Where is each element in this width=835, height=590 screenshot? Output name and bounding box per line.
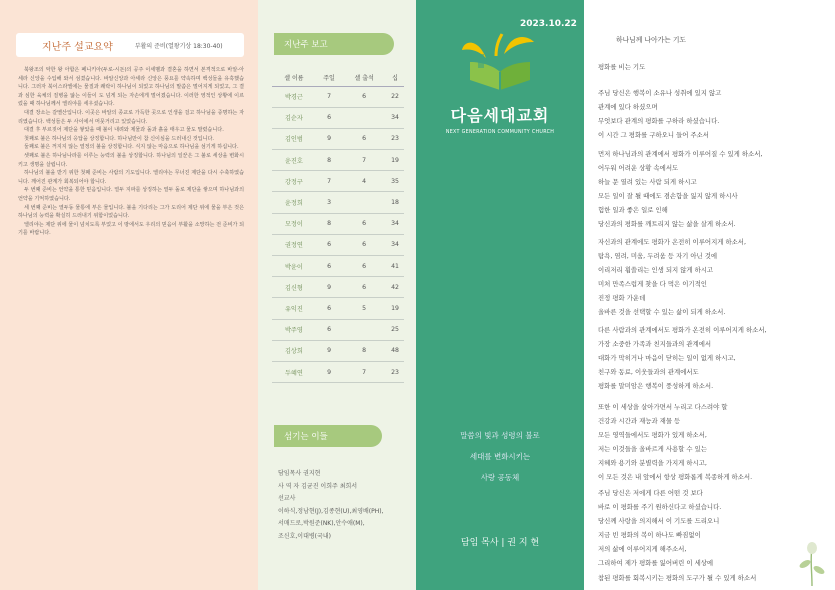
table-row	[272, 171, 404, 192]
prayer-stanza	[598, 147, 830, 232]
table-row	[272, 298, 404, 319]
prayer-stanza	[598, 235, 830, 320]
prayer-line: 평화를 말미암은 행복이 풍성하게 하소서.	[598, 382, 714, 391]
prayer-panel	[584, 0, 835, 590]
prayer-line: 대화가 막히거나 마음이 닫히는 일이 없게 하시고,	[598, 354, 736, 363]
table-cell: 3	[316, 192, 342, 213]
prayer-line: 험한 일과 좋은 일로 인해	[598, 206, 668, 215]
table-row	[272, 319, 404, 340]
sermon-header	[16, 33, 244, 57]
attendance-body	[272, 86, 404, 383]
prayer-line: 이 모든 것은 내 앞에서 항상 평화롭게 복종하게 하소서.	[598, 473, 753, 482]
prayer-line: 이리저리 휩쓸리는 인생 되지 않게 하시고	[598, 266, 714, 275]
table-cell: 8	[316, 150, 342, 171]
sermon-paragraph: 대결 후 부르짖어 제단을 쌓았을 때 불이 내려와 제물과 돌과 흙을 태우고 물도 말렸습니다.	[24, 127, 224, 134]
prayer-line: 주님 당신은 저에게 다른 어떤 것 보다	[598, 489, 703, 497]
list-item: 사 역 자 김균진 이희주 최희서	[278, 482, 358, 490]
cell-name: 박윤이	[272, 256, 316, 277]
table-cell: 6	[342, 213, 386, 234]
motto-line: 세대를 변화시키는	[469, 452, 531, 461]
table-cell: 6	[316, 256, 342, 277]
cell-name: 김순자	[272, 107, 316, 128]
table-row	[272, 234, 404, 255]
table-cell: 7	[342, 361, 386, 382]
list-item: 선교사	[278, 495, 296, 502]
prayer-line: 당신과의 평화를 깨트리지 않는 삶을 살게 하소서.	[598, 220, 736, 229]
sermon-paragraph: 엘리야는 제단 위에 물이 넘치도록 부었고 이 땅에서도 우리의 믿음이 부활을 소망하는 전 준비가 되기를 바랍니다.	[18, 221, 244, 237]
attendance-panel	[258, 0, 416, 590]
table-cell	[342, 192, 386, 213]
prayer-line: 당신께 사랑을 의지해서 이 기도를 드리오니	[598, 517, 720, 526]
table-cell: 9	[316, 361, 342, 382]
cell-name: 윤진호	[272, 150, 316, 171]
prayer-line: 저의 삶에 이루어지게 해주소서,	[598, 545, 687, 554]
table-row	[272, 150, 404, 171]
sermon-paragraph: 첫째로 불은 하나님의 응답을 상징합니다. 하나님만이 참 신이심을 드러내신 것입니다.	[24, 135, 215, 142]
sermon-paragraph: 두 번째 준비는 언약을 통한 믿음입니다. 열두 지파를 상징하는 열두 돌로 제단을 쌓으며 하나님과의 언약을 기억하였습니다.	[18, 187, 244, 202]
prayer-line: 그리하여 제가 평화를 잃어버린 이 세상에	[598, 559, 714, 568]
table-row	[272, 340, 404, 361]
attendance-column-header: 셀 이름	[272, 70, 316, 86]
table-cell: 6	[342, 234, 386, 255]
cell-name: 윤정희	[272, 192, 316, 213]
table-cell: 6	[342, 128, 386, 149]
church-logo-icon	[456, 28, 544, 100]
bulletin-date: 2023.10.22	[520, 19, 577, 29]
prayer-line: 참된 평화를 회복시키는 평화의 도구가 될 수 있게 하소서	[598, 573, 757, 582]
attendance-header-row	[272, 70, 404, 86]
prayer-line: 미처 만족스럽게 찾을 다 먹은 이기적인	[598, 280, 707, 289]
sermon-paragraph: 북왕조의 악한 왕 아합은 페니키아(두로-시돈)의 공주 이세벨과 결혼을 하면서 본격적으로 바알-아세라 신앙을 수입해 와서 섬겼습니다. 바알신앙과 아세라 신앙은 풍요를 약속하며 백성들을 유혹했습니다. 그러자 북이스라엘에는 물질과 쾌락이 하나님이 되었고 하나님의 말씀은 멀어지게 되었고, 그 결과 심한 육체의 질병을 앓는 이들이 도 넘게 되는 자손에게 멀어졌습니다. 이러한 영적인 상황에 이르렀을 때 하나님께서 엘리야를 세우셨습니다.	[18, 67, 244, 108]
list-item: 이하식,정남현(J),김종현(U),최영배(PH),	[278, 507, 384, 515]
attendance-column-header: 셀 출석	[342, 70, 386, 86]
attendance-table	[272, 70, 404, 383]
table-row	[272, 213, 404, 234]
prayer-stanza	[598, 323, 830, 393]
attendance-title: 지난주 보고	[274, 33, 394, 55]
table-cell: 8	[316, 213, 342, 234]
prayer-line: 무엇보다 관계의 평화를 구하라 하셨습니다.	[598, 117, 720, 126]
prayer-line: 진정 평화 가운데	[598, 294, 646, 303]
table-row	[272, 192, 404, 213]
sermon-panel	[0, 0, 258, 590]
cell-name: 박주영	[272, 319, 316, 340]
table-cell	[342, 319, 386, 340]
church-name: 다음세대교회	[450, 106, 550, 125]
table-cell: 18	[386, 192, 404, 213]
list-item: 담임목사 권지현	[278, 470, 321, 477]
cell-name: 권정연	[272, 234, 316, 255]
prayer-line: 또한 이 세상을 살아가면서 누리고 다스려야 할	[598, 403, 728, 411]
donors-list	[278, 468, 408, 543]
table-row	[272, 128, 404, 149]
list-item: 조신호,이대병(국내)	[278, 532, 331, 540]
table-cell: 7	[316, 86, 342, 107]
table-cell: 25	[386, 319, 404, 340]
prayer-line: 올바른 것을 선택할 수 있는 삶이 되게 하소서.	[598, 308, 726, 317]
cell-name: 박경근	[272, 86, 316, 107]
table-cell: 35	[386, 171, 404, 192]
table-cell: 6	[316, 298, 342, 319]
table-row	[272, 107, 404, 128]
cell-name: 모정이	[272, 213, 316, 234]
flower-decoration-icon	[796, 540, 828, 586]
church-name-english: NEXT GENERATION COMMUNITY CHURCH	[445, 130, 555, 135]
table-cell: 23	[386, 361, 404, 382]
cell-name: 김인범	[272, 128, 316, 149]
table-cell: 6	[342, 277, 386, 298]
table-cell: 6	[316, 319, 342, 340]
prayer-stanza	[598, 400, 830, 485]
table-cell: 42	[386, 277, 404, 298]
prayer-line: 바로 이 평화를 주기 원하신다고 하셨습니다.	[598, 503, 722, 512]
cell-name: 두혜연	[272, 361, 316, 382]
prayer-line: 건강과 시간과 재능과 재물 등	[598, 417, 681, 426]
table-cell: 6	[316, 107, 342, 128]
prayer-stanza	[598, 60, 830, 74]
prayer-line: 다른 사람과의 관계에서도 평화가 온전히 이루어지게 하소서,	[598, 326, 767, 334]
table-cell: 7	[316, 171, 342, 192]
table-cell: 34	[386, 213, 404, 234]
pastor-name: 담임 목사 | 권 지 현	[460, 538, 540, 548]
prayer-line: 탐욕, 염려, 미움, 두려움 등 자기 아닌 것에	[598, 252, 718, 261]
table-cell: 6	[342, 256, 386, 277]
donors-title: 섬기는 이들	[274, 425, 382, 447]
sermon-body	[18, 66, 244, 238]
prayer-line: 친구와 동료, 이웃들과의 관계에서도	[598, 368, 699, 377]
cell-name: 김신형	[272, 277, 316, 298]
table-row	[272, 256, 404, 277]
table-cell: 23	[386, 128, 404, 149]
prayer-line: 자신과의 관계에도 평화가 온전히 이루어지게 하소서,	[598, 238, 747, 246]
table-row	[272, 277, 404, 298]
table-cell: 34	[386, 234, 404, 255]
motto-line: 말씀의 빛과 성령의 불로	[460, 431, 540, 440]
prayer-line: 가장 소중한 가족과 친지들과의 관계에서	[598, 340, 712, 349]
prayer-line: 이 시간 그 평화를 구하오니 들어 주소서	[598, 131, 709, 140]
prayer-line: 주님 당신은 행복이 소유나 성취에 있지 않고	[598, 89, 722, 97]
cell-name: 김상희	[272, 340, 316, 361]
table-cell: 19	[386, 150, 404, 171]
prayer-line: 어두워 어려운 상황 속에서도	[598, 164, 679, 173]
cell-name: 유익진	[272, 298, 316, 319]
sermon-paragraph: 셋째로 불은 하나님나라를 이루는 능력의 불을 상징합니다. 하나님의 일꾼은 그 불로 세상을 변화시키고 생명을 살립니다.	[18, 152, 244, 168]
table-cell: 9	[316, 277, 342, 298]
list-item: 서매드로,박원준(NK),안수애(M),	[278, 520, 365, 527]
sermon-paragraph: 대결 장소는 갈멜산입니다. 이곳은 바알의 종교로 가득한 곳으로 인생을 걸고 하나님을 증명하는 자리였습니다. 백성들은 두 사이에서 머뭇거리고 있었습니다.	[18, 109, 244, 125]
prayer-line: 모든 영역들에서도 평화가 있게 하소서,	[598, 431, 707, 440]
attendance-column-header: 십	[386, 70, 404, 86]
table-cell: 9	[316, 340, 342, 361]
table-cell: 7	[342, 150, 386, 171]
church-motto	[416, 425, 584, 488]
sermon-paragraph: 세 번째 준비는 열두동 물통에 부은 물입니다. 불을 기다리는 그가 도리어 제단 위에 물을 부은 것은 하나님의 능력을 확실히 드러내기 위함이었습니다.	[18, 204, 244, 220]
cell-name: 강정구	[272, 171, 316, 192]
table-row	[272, 86, 404, 107]
table-cell	[342, 107, 386, 128]
table-cell: 22	[386, 86, 404, 107]
prayer-line: 지금 빈 평화의 복이 하나도 빠짐없이	[598, 531, 701, 540]
sermon-paragraph: 둘째로 불은 꺼지지 않는 열정의 불을 상징합니다. 식지 않는 마음으로 하나님을 섬기게 하십니다.	[24, 144, 239, 151]
prayer-line: 하늘 문 열려 있는 사람 되게 하시고	[598, 178, 697, 187]
table-cell: 5	[342, 298, 386, 319]
table-cell: 8	[342, 340, 386, 361]
prayer-line: 지혜와 용기와 분별력을 가지게 하시고,	[598, 459, 707, 468]
sermon-title: 지난주 설교요약	[42, 41, 113, 53]
attendance-column-header: 주일	[316, 70, 342, 86]
table-cell: 6	[342, 86, 386, 107]
sermon-paragraph: 하나님의 불을 받기 위한 첫째 준비는 사람의 기도입니다. 엘리야는 무너진 제단을 다시 수축하였습니다. 깨어진 관계가 회복되어야 합니다.	[18, 170, 244, 185]
prayer-line: 관계에 있다 하셨으며	[598, 103, 658, 112]
table-cell: 6	[316, 234, 342, 255]
prayer-line: 모든 일이 잘 될 때에도 겸손함을 잃지 않게 하시사	[598, 192, 738, 201]
cover-panel	[416, 0, 584, 590]
table-cell: 48	[386, 340, 404, 361]
table-cell: 34	[386, 107, 404, 128]
prayer-stanza	[598, 86, 830, 142]
prayer-line: 저는 이것들을 올바르게 사용할 수 있는	[598, 445, 707, 454]
table-cell: 41	[386, 256, 404, 277]
prayer-line: 평화를 비는 기도	[598, 63, 646, 71]
motto-line: 사랑 공동체	[480, 473, 520, 482]
table-row	[272, 361, 404, 382]
table-cell: 4	[342, 171, 386, 192]
table-cell: 9	[316, 128, 342, 149]
prayer-line: 먼저 하나님과의 관계에서 평화가 이루어질 수 있게 하소서,	[598, 150, 763, 158]
table-cell: 19	[386, 298, 404, 319]
sermon-subtitle: 부활의 준비(열왕기상 18:30-40)	[134, 42, 223, 50]
prayer-title: 하나님께 나아가는 기도	[616, 36, 686, 44]
